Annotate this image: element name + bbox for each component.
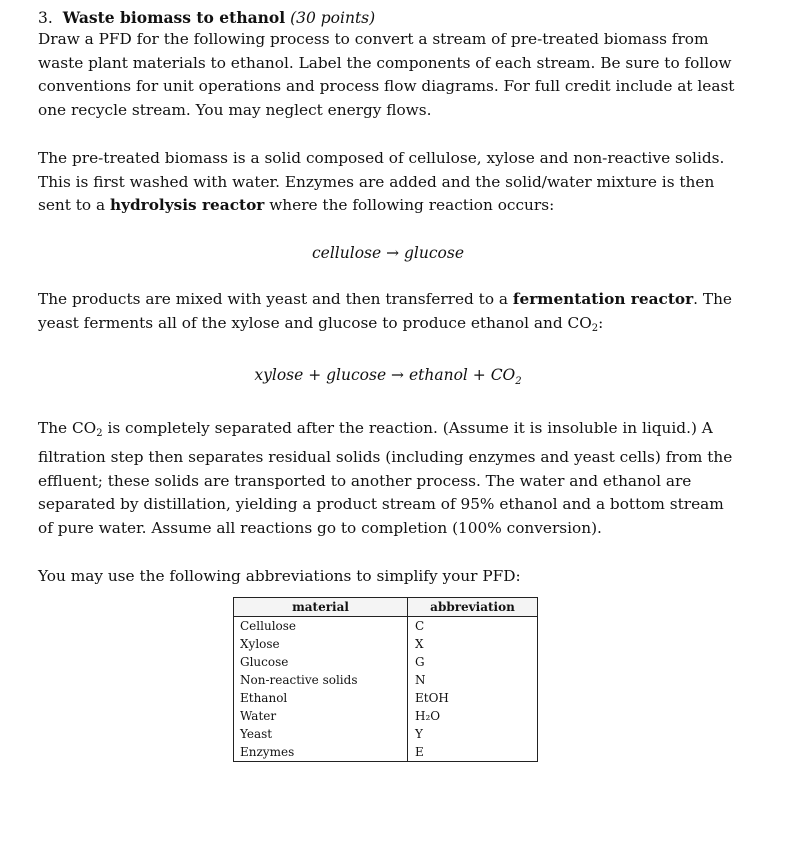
abbreviation-cell: E — [408, 743, 538, 762]
hydrolysis-text-before: The pre-treated biomass is a solid composed of cellulose, xylose and non-reactive solids. This is first washed with water. Enzymes are added and the solid/water mixture is then sent to a — [38, 148, 725, 215]
hydrolysis-reaction: cellulose → glucose — [311, 243, 464, 262]
problem-points: (30 points) — [290, 9, 376, 27]
hydrolysis-text-after: where the following reaction occurs: — [264, 196, 555, 215]
table-row — [234, 653, 538, 671]
intro-paragraph: Draw a PFD for the following process to convert a stream of pre-treated biomass from waste plant materials to ethanol. Label the components of each stream. Be sure to follow conventions for unit operations and process flow diagrams. For full credit include at least one recycle stream. You may neglect energy flows. — [38, 30, 735, 120]
material-cell: Water — [234, 707, 408, 725]
material-cell: Ethanol — [234, 689, 408, 707]
hydrolysis-reactor-term: hydrolysis reactor — [109, 196, 265, 215]
table-row — [234, 725, 538, 743]
separation-text-a: The CO — [38, 419, 97, 438]
table-row — [234, 707, 538, 725]
material-cell: Xylose — [234, 635, 408, 653]
table-row — [234, 635, 538, 653]
fermentation-reactor-term: fermentation reactor — [512, 289, 694, 308]
problem-heading — [38, 8, 738, 28]
abbreviation-cell: C — [408, 617, 538, 636]
problem-number: 3. — [38, 9, 53, 27]
fermentation-text-after: . The yeast ferments all of the xylose and glucose to produce ethanol and CO — [38, 289, 732, 332]
fermentation-reaction-subscript: 2 — [515, 376, 522, 388]
abbreviation-cell: H₂O — [408, 707, 538, 725]
abbreviation-cell: Y — [408, 725, 538, 743]
material-cell: Glucose — [234, 653, 408, 671]
table-row — [234, 671, 538, 689]
fermentation-reaction — [38, 363, 738, 394]
abbreviation-header: abbreviation — [408, 598, 538, 617]
material-cell: Non-reactive solids — [234, 671, 408, 689]
fermentation-paragraph — [38, 288, 738, 340]
problem-page — [38, 8, 738, 589]
abbreviation-note: You may use the following abbreviations to simplify your PFD: — [38, 566, 521, 585]
co2-subscript: 2 — [591, 322, 599, 334]
hydrolysis-paragraph — [38, 147, 738, 218]
table-row — [234, 689, 538, 707]
abbreviation-cell: X — [408, 635, 538, 653]
table-row — [234, 743, 538, 762]
fermentation-text-before: The products are mixed with yeast and then transferred to a — [38, 289, 513, 308]
problem-title: Waste biomass to ethanol — [62, 8, 286, 27]
material-header: material — [234, 598, 408, 617]
abbreviation-table — [233, 597, 538, 762]
co2-subscript-2: 2 — [96, 428, 103, 440]
fermentation-reaction-main: xylose + glucose → ethanol + CO — [254, 366, 516, 385]
table-row — [234, 617, 538, 636]
table-header-row — [234, 598, 538, 617]
material-cell: Yeast — [234, 725, 408, 743]
abbreviation-cell: EtOH — [408, 689, 538, 707]
separation-paragraph — [38, 417, 738, 541]
fermentation-text-end: : — [598, 313, 604, 332]
abbreviation-cell: N — [408, 671, 538, 689]
material-cell: Enzymes — [234, 743, 408, 762]
abbreviation-cell: G — [408, 653, 538, 671]
separation-text-b: is completely separated after the reaction. (Assume it is insoluble in liquid.) A filtration step then separates residual solids (including enzymes and yeast cells) from the effluent; these solids are transported to another process. The water and ethanol are separated by distillation, yielding a product stream of 95% ethanol and a bottom stream of pure water. Assume all reactions go to completion (100% conversion). — [38, 419, 733, 538]
material-cell: Cellulose — [234, 617, 408, 636]
